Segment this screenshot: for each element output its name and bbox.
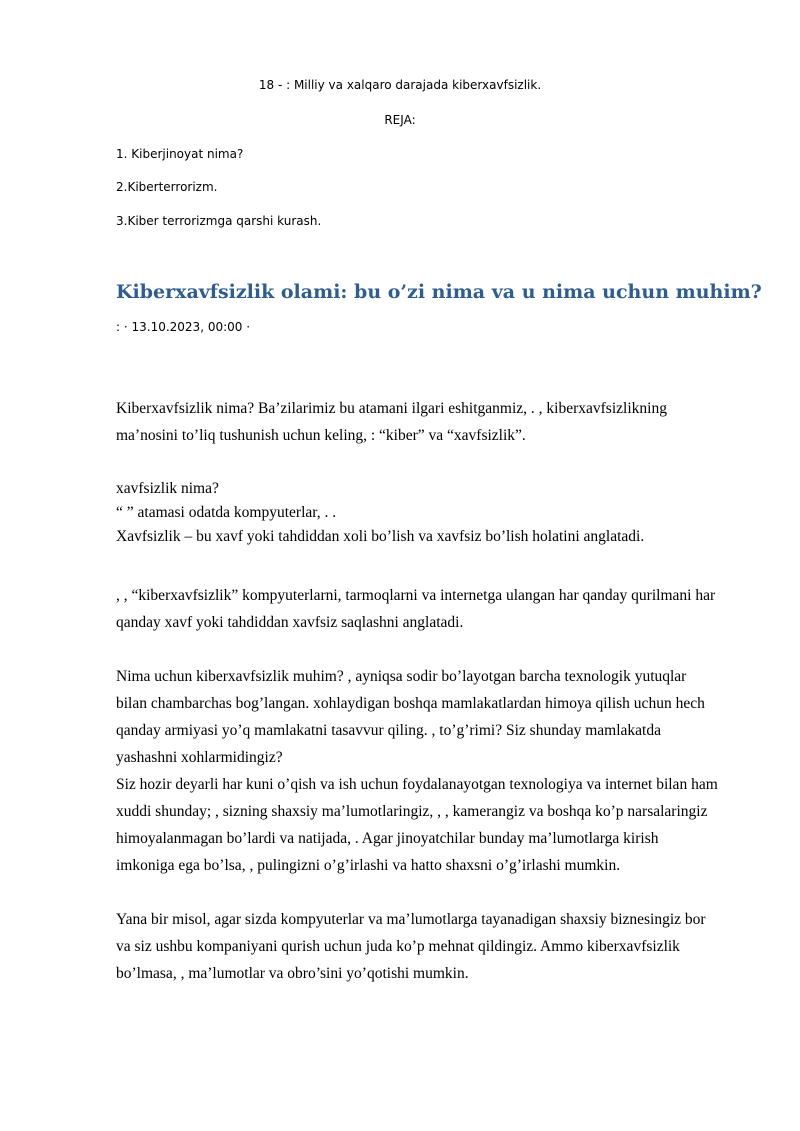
paragraph-line: , , “kiberxavfsizlik” kompyuterlarni, tarmoqlarni va internetga ulangan har qanday qurilmani har [116,587,716,604]
article-meta: : · 13.10.2023, 00:00 · [116,320,251,334]
plan-item: 3.Kiber terrorizmga qarshi kurash. [116,214,322,228]
paragraph-line: Nima uchun kiberxavfsizlik muhim? , ayniqsa sodir bo’layotgan barcha texnologik yutuqlar [116,668,687,685]
plan-item: 2.Kiberterrorizm. [116,180,218,194]
paragraph-line: qanday xavf yoki tahdiddan xavfsiz saqlashni anglatadi. [116,614,464,631]
paragraph-definition [116,582,715,636]
paragraph-line: yashashni xohlarmidingiz? [116,749,283,766]
paragraph-intro [116,395,667,449]
paragraph-example [116,906,706,987]
paragraph-line: qanday armiyasi yo’q mamlakatni tasavvur qiling. , to’g’rimi? Siz shunday mamlakatda [116,722,661,739]
paragraph-line: Xavfsizlik – bu xavf yoki tahdiddan xoli bo’lish va xavfsiz bo’lish holatini anglatadi. [116,528,645,545]
paragraph-security [116,477,644,549]
paragraph-line: bilan chambarchas bog’langan. xohlaydigan boshqa mamlakatlardan himoya qilish uchun hech [116,695,705,712]
paragraph-line: Siz hozir deyarli har kuni o’qish va ish uchun foydalanayotgan texnologiya va internet bilan ham [116,776,718,793]
plan-label: REJA: [384,113,416,127]
paragraph-line: Kiberxavfsizlik nima? Ba’zilarimiz bu atamani ilgari eshitganmiz, . , kiberxavfsizlikning [116,400,667,417]
paragraph-line: va siz ushbu kompaniyani qurish uchun juda ko’p mehnat qildingiz. Ammo kiberxavfsizlik [116,938,680,955]
paragraph-line: bo’lmasa, , ma’lumotlar va obro’sini yo’qotishi mumkin. [116,965,469,982]
paragraph-line: “ ” atamasi odatda kompyuterlar, . . [116,504,337,521]
paragraph-line: himoyalanmagan bo’lardi va natijada, . Agar jinoyatchilar bunday ma’lumotlarga kirish [116,830,659,847]
article-heading: Kiberxavfsizlik olami: bu o’zi nima va u nima uchun muhim? [116,281,762,303]
paragraph-line: Yana bir misol, agar sizda kompyuterlar va ma’lumotlarga tayanadigan shaxsiy biznesingiz bor [116,911,706,928]
paragraph-line: xuddi shunday; , sizning shaxsiy ma’lumotlaringiz, , , kamerangiz va boshqa ko’p narsalaringiz [116,803,708,820]
document-title: 18 - : Milliy va xalqaro darajada kiberxavfsizlik. [258,78,542,92]
paragraph-line: ma’nosini to’liq tushunish uchun keling, : “kiber” va “xavfsizlik”. [116,427,526,444]
paragraph-line: xavfsizlik nima? [116,480,219,497]
paragraph-line: imkoniga ega bo’lsa, , pulingizni o’g’irlashi va hatto shaxsni o’g’irlashi mumkin. [116,857,621,874]
plan-item: 1. Kiberjinoyat nima? [116,147,244,161]
paragraph-importance [116,663,718,879]
